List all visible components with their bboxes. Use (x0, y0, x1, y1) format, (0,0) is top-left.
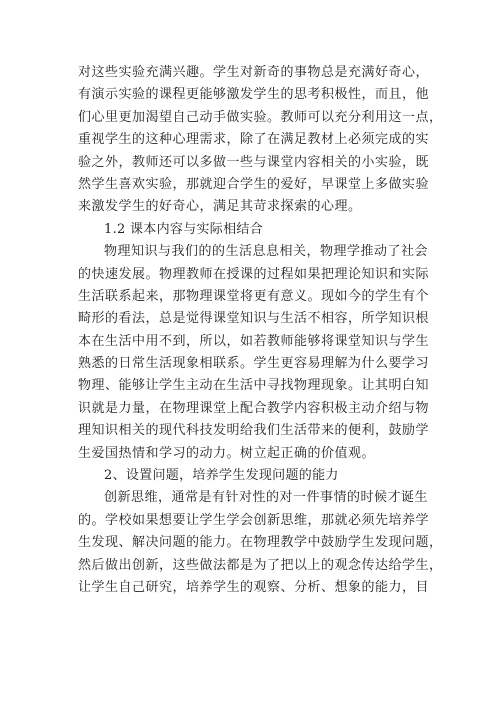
text-line: 物理、能够让学生主动在生活中寻找物理现象。让其明白知 (78, 378, 430, 394)
text-line: 来激发学生的好奇心，满足其苛求探索的心理。 (78, 199, 362, 215)
text-line: 熟悉的日常生活现象相联系。学生更容易理解为什么要学习 (78, 356, 430, 372)
text-line: 识就是力量，在物理课堂上配合教学内容积极主动介绍与物 (78, 400, 430, 416)
text-line: 生发现、解决问题的能力。在物理教学中鼓励学生发现问题， (78, 535, 443, 551)
text-line: 然后做出创新，这些做法都是为了把以上的观念传达给学生， (78, 557, 443, 573)
text-line: 理知识相关的现代科技发明给我们生活带来的便利，鼓励学 (78, 423, 430, 439)
text-line: 生活联系起来，那物理课堂将更有意义。现如今的学生有个 (78, 288, 430, 304)
text-line: 对这些实验充满兴趣。学生对新奇的事物总是充满好奇心， (78, 65, 430, 80)
text-line: 畸形的看法，总是觉得课堂知识与生活不相容，所学知识根 (78, 311, 430, 327)
text-line: 让学生自己研究，培养学生的观察、分析、想象的能力，目 (78, 579, 430, 595)
section-heading: 2、设置问题，培养学生发现问题的能力 (104, 468, 339, 484)
text-line: 有演示实验的课程更能够激发学生的思考积极性，而且，他 (78, 87, 430, 103)
body-text (78, 62, 443, 599)
text-line: 们心里更加渴望自己动手做实验。教师可以充分利用这一点， (78, 109, 443, 125)
section-heading: 1.2 课本内容与实际相结合 (104, 221, 264, 237)
text-line: 重视学生的这种心理需求，除了在满足教材上必须完成的实 (78, 132, 430, 148)
text-line: 的快速发展。物理教师在授课的过程如果把理论知识和实际 (78, 266, 430, 282)
text-line: 物理知识与我们的的生活息息相关，物理学推动了社会 (104, 244, 429, 260)
text-line: 生爱国热情和学习的动力。树立起正确的价值观。 (78, 445, 376, 461)
text-line: 本在生活中用不到，所以，如若教师能够将课堂知识与学生 (78, 333, 430, 349)
text-line: 创新思维，通常是有针对性的对一件事情的时候才诞生 (104, 490, 429, 506)
text-line: 验之外，教师还可以多做一些与课堂内容相关的小实验，既 (78, 154, 430, 170)
text-line: 然学生喜欢实验，那就迎合学生的爱好，早课堂上多做实验 (78, 176, 430, 192)
text-line: 的。学校如果想要让学生学会创新思维，那就必须先培养学 (78, 512, 430, 528)
